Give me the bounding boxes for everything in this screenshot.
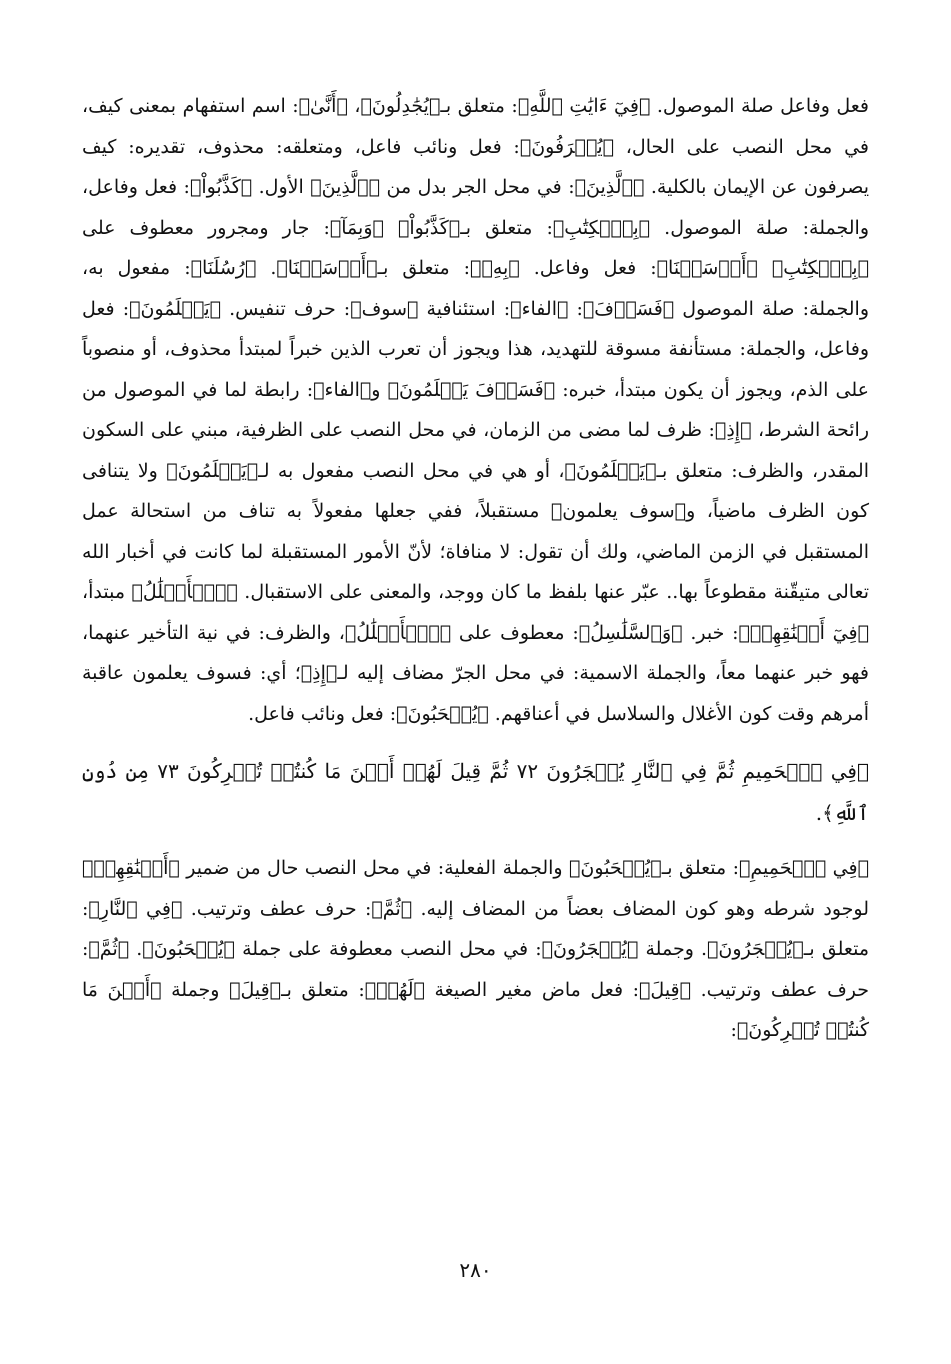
analysis-paragraph: ﴿فِي ٱلۡحَمِيمِ﴾: متعلق بـ﴿يُسۡحَبُونَ﴾ والجملة الفعلية: في محل النصب حال من ضمير ﴿أَعۡنَٰقِهِمۡ﴾ لوجود شرطه وهو كون المضاف بعضاً من المضاف إليه. ﴿ثُمَّ﴾: حرف عطف وترتيب. ﴿فِي ٱلنَّارِ﴾: متعلق بـ﴿يُسۡجَرُونَ﴾. وجملة ﴿يُسۡجَرُونَ﴾: في محل النصب معطوفة على جملة ﴿يُسۡحَبُونَ﴾. ﴿ثُمَّ﴾: حرف عطف وترتيب. ﴿قِيلَ﴾: فعل ماض مغير الصيغة ﴿لَهُمۡ﴾: متعلق بـ﴿قِيلَ﴾ وجملة ﴿أَيۡنَ مَا كُنتُمۡ تُشۡرِكُونَ﴾: [82, 857, 869, 1041]
quran-verse: ﴿فِي ٱلۡحَمِيمِ ثُمَّ فِي ٱلنَّارِ يُسۡجَرُونَ ٧٢ ثُمَّ قِيلَ لَهُمۡ أَيۡنَ مَا كُنتُمۡ تُشۡرِكُونَ ٧٣ مِن دُونِ ٱللَّهِ﴾. [82, 759, 869, 825]
page-body [82, 86, 869, 1051]
main-paragraph: فعل وفاعل صلة الموصول. ﴿فِيٓ ءَايَٰتِ ٱللَّهِ﴾: متعلق بـ﴿يُجَٰدِلُونَ﴾، ﴿أَنَّىٰ﴾: اسم استفهام بمعنى كيف، في محل النصب على الحال، ﴿يُصۡرَفُونَ﴾: فعل ونائب فاعل، ومتعلقه: محذوف، تقديره: كيف يصرفون عن الإيمان بالكلية. ﴿ٱلَّذِينَ﴾: في محل الجر بدل من ﴿ٱلَّذِينَ﴾ الأول. ﴿كَذَّبُواْ﴾: فعل وفاعل، والجملة: صلة الموصول. ﴿بِٱلۡكِتَٰبِ﴾: متعلق بـ﴿كَذَّبُواْ﴾ ﴿وَبِمَآ﴾: جار ومجرور معطوف على ﴿بِٱلۡكِتَٰبِ﴾ ﴿أَرۡسَلۡنَا﴾: فعل وفاعل. ﴿بِهِۦ﴾: متعلق بـ﴿أَرۡسَلۡنَا﴾. ﴿رُسُلَنَا﴾: مفعول به، والجملة: صلة الموصول ﴿فَسَوۡفَ﴾: ﴿الفاء﴾: استئنافية ﴿سوف﴾: حرف تنفيس. ﴿يَعۡلَمُونَ﴾: فعل وفاعل، والجملة: مستأنفة مسوقة للتهديد، هذا ويجوز أن تعرب الذين خبراً لمبتدأ محذوف، أو منصوباً على الذم، ويجوز أن يكون مبتدأ، خبره: ﴿فَسَوۡفَ يَعۡلَمُونَ﴾ و﴿الفاء﴾: رابطة لما في الموصول من رائحة الشرط، ﴿إِذِ﴾: ظرف لما مضى من الزمان، في محل النصب على الظرفية، مبني على السكون المقدر، والظرف: متعلق بـ﴿يَعۡلَمُونَ﴾، أو هي في محل النصب مفعول به لـ﴿يَعۡلَمُونَ﴾ ولا يتنافى كون الظرف ماضياً، و﴿سوف يعلمون﴾ مستقبلاً، ففي جعلها مفعولاً به تناف من استحالة عمل المستقبل في الزمن الماضي، ولك أن تقول: لا منافاة؛ لأنّ الأمور المستقبلة لما كانت في أخبار الله تعالى متيقّنة مقطوعاً بها.. عبّر عنها بلفظ ما كان ووجد، والمعنى على الاستقبال. ﴿ٱلۡأَغۡلَٰلُ﴾ مبتدأ، ﴿فِيٓ أَعۡنَٰقِهِمۡ﴾: خبر. ﴿وَٱلسَّلَٰسِلُ﴾: معطوف على ﴿ٱلۡأَغۡلَٰلُ﴾، والظرف: في نية التأخير عنهما، فهو خبر عنهما معاً، والجملة الاسمية: في محل الجرّ مضاف إليه لـ﴿إِذِ﴾؛ أي: فسوف يعلمون عاقبة أمرهم وقت كون الأغلال والسلاسل في أعناقهم. ﴿يُسۡحَبُونَ﴾: فعل ونائب فاعل. [82, 95, 869, 725]
page-number: ٢٨٠ [459, 1258, 492, 1282]
